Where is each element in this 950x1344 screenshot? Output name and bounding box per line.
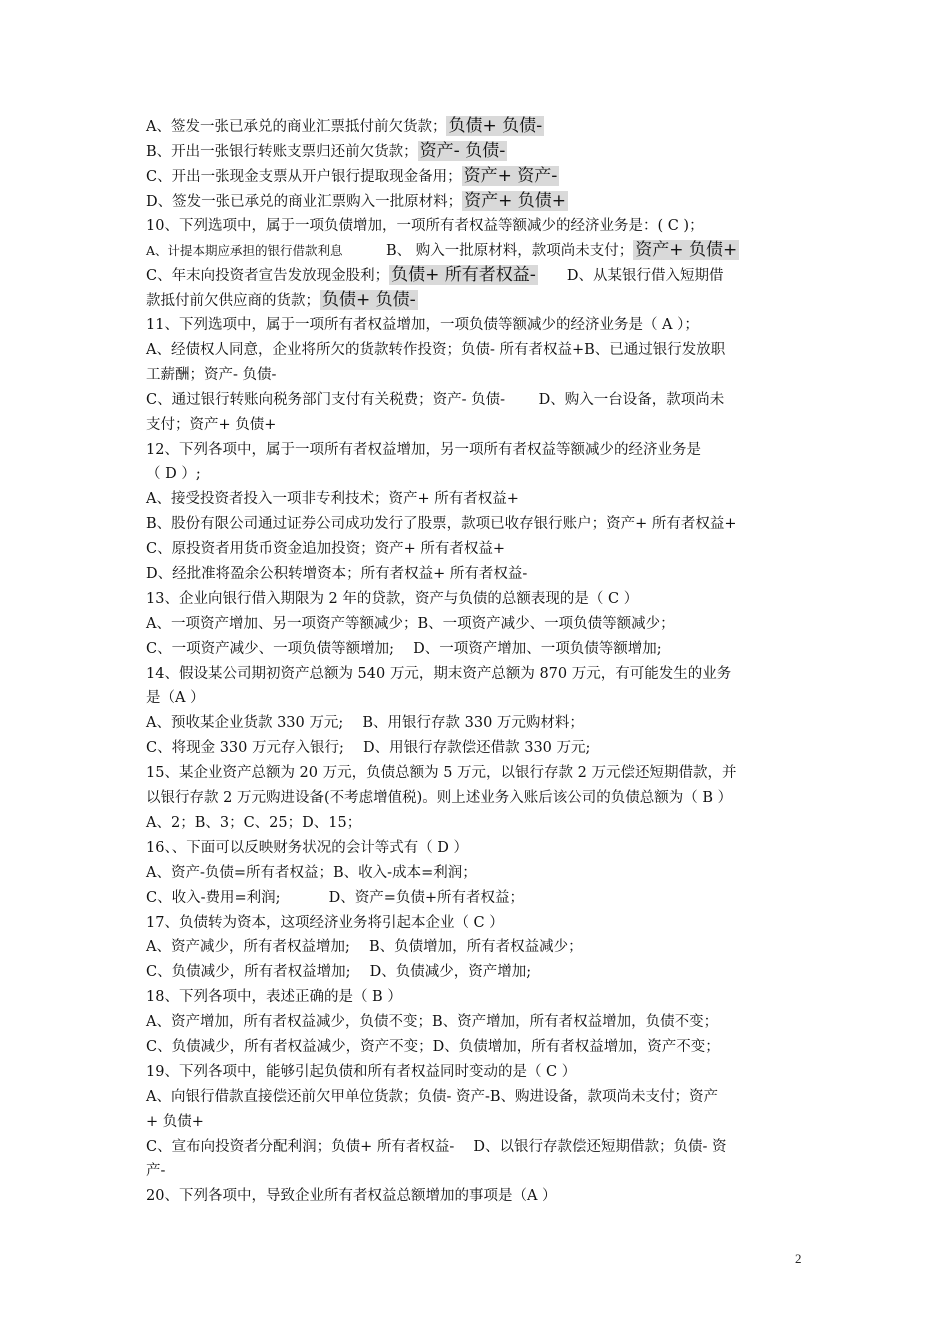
text-line: B、开出一张银行转账支票归还前欠货款； 资产- 负债- bbox=[146, 140, 506, 161]
question-18: 18、下列各项中，表述正确的是（ B ） bbox=[146, 989, 402, 1006]
text-line: A、2；B、3；C、25；D、15； bbox=[146, 814, 362, 831]
text-line: A、资产增加，所有者权益减少，负债不变；B、资产增加，所有者权益增加，负债不变； bbox=[146, 1014, 719, 1031]
text-line: C、原投资者用货币资金追加投资；资产+ 所有者权益+ bbox=[146, 541, 506, 558]
text-line: C、一项资产减少、一项负债等额增加; D、一项资产增加、一项负债等额增加; bbox=[146, 640, 662, 657]
question-15: 15、某企业资产总额为 20 万元，负债总额为 5 万元，以银行存款 2 万元偿还短期借款，并 bbox=[146, 765, 737, 782]
page-number: 2 bbox=[795, 1251, 802, 1266]
text-line: A、一项资产增加、另一项资产等额减少；B、一项资产减少、一项负债等额减少； bbox=[146, 615, 675, 632]
text-line: 工薪酬；资产- 负债- bbox=[146, 366, 277, 383]
highlighted-answer: 资产+ 负债+ bbox=[635, 240, 738, 261]
highlighted-answer: 资产+ 负债+ bbox=[464, 190, 567, 211]
question-19: 19、下列各项中，能够引起负债和所有者权益同时变动的是（ C ） bbox=[146, 1063, 577, 1080]
text-line: C、将现金 330 万元存入银行; D、用银行存款偿还借款 330 万元; bbox=[146, 740, 591, 757]
question-10: 10、下列选项中，属于一项负债增加，一项所有者权益等额减少的经济业务是：( C )； bbox=[146, 217, 704, 234]
question-20: 20、下列各项中，导致企业所有者权益总额增加的事项是（A ） bbox=[146, 1188, 557, 1205]
text-line: C、宣布向投资者分配利润；负债+ 所有者权益- D、以银行存款偿还短期借款；负债- 资 bbox=[146, 1138, 727, 1155]
highlighted-answer: 负债+ 负债- bbox=[322, 290, 416, 311]
question-12: 12、下列各项中，属于一项所有者权益增加，另一项所有者权益等额减少的经济业务是 bbox=[146, 441, 701, 458]
text-line: C、收入-费用=利润; D、资产=负债+所有者权益； bbox=[146, 889, 525, 906]
text-line: A、签发一张已承兑的商业汇票抵付前欠货款； 负债+ 负债- bbox=[146, 116, 543, 136]
document-body bbox=[146, 114, 811, 1209]
text-line: 是（A ） bbox=[146, 690, 205, 707]
text-line: A、接受投资者投入一项非专利技术；资产+ 所有者权益+ bbox=[146, 491, 519, 508]
text-line: C、年末向投资者宣告发放现金股利； 负债+ 所有者权益- D、从某银行借入短期借 bbox=[146, 265, 724, 286]
text-line: A、预收某企业货款 330 万元; B、用银行存款 330 万元购材料； bbox=[146, 715, 584, 732]
highlighted-answer: 负债+ 负债- bbox=[448, 116, 543, 136]
text-line: A、计提本期应承担的银行借款利息 B、 购入一批原材料，款项尚未支付； 资产+ 负债+ bbox=[146, 240, 738, 261]
text-line: C、开出一张现金支票从开户银行提取现金备用； 资产+ 资产- bbox=[146, 165, 558, 186]
highlighted-answer: 资产- 负债- bbox=[419, 140, 506, 161]
text-line: D、经批准将盈余公积转增资本；所有者权益+ 所有者权益- bbox=[146, 566, 528, 583]
highlighted-answer: 负债+ 所有者权益- bbox=[391, 265, 536, 286]
text-line: D、签发一张已承兑的商业汇票购入一批原材料； 资产+ 负债+ bbox=[146, 190, 567, 211]
question-16: 16、、下面可以反映财务状况的会计等式有（ D ） bbox=[146, 839, 469, 856]
text-line: A、向银行借款直接偿还前欠甲单位货款；负债- 资产-B、购进设备，款项尚未支付；资产 bbox=[146, 1088, 719, 1105]
text-line: A、资产-负债=所有者权益；B、收入-成本=利润； bbox=[146, 864, 477, 881]
text-line: C、负债减少，所有者权益增加; D、负债减少，资产增加; bbox=[146, 964, 532, 981]
question-14: 14、假设某公司期初资产总额为 540 万元，期末资产总额为 870 万元，有可能发生的业务 bbox=[146, 665, 732, 682]
text-line: 支付；资产+ 负债+ bbox=[146, 416, 277, 433]
text-line: C、负债减少，所有者权益减少，资产不变；D、负债增加，所有者权益增加，资产不变； bbox=[146, 1038, 720, 1055]
text-line: （ D ）; bbox=[146, 466, 201, 483]
question-13: 13、企业向银行借入期限为 2 年的贷款，资产与负债的总额表现的是（ C ） bbox=[146, 590, 639, 607]
text-line: A、资产减少，所有者权益增加; B、负债增加，所有者权益减少； bbox=[146, 939, 583, 956]
text-line: 产- bbox=[146, 1163, 166, 1180]
text-line: B、股份有限公司通过证券公司成功发行了股票，款项已收存银行账户；资产+ 所有者权益+ bbox=[146, 516, 737, 533]
text-line: C、通过银行转账向税务部门支付有关税费；资产- 负债- D、购入一台设备，款项尚未 bbox=[146, 391, 725, 408]
text-line: A、经债权人同意，企业将所欠的货款转作投资；负债- 所有者权益+B、已通过银行发放职 bbox=[146, 342, 726, 359]
question-11: 11、下列选项中，属于一项所有者权益增加，一项负债等额减少的经济业务是（ A ）； bbox=[146, 317, 699, 334]
highlighted-answer: 资产+ 资产- bbox=[463, 165, 558, 186]
question-17: 17、负债转为资本，这项经济业务将引起本企业（ C ） bbox=[146, 914, 504, 931]
text-line: 以银行存款 2 万元购进设备(不考虑增值税)。则上述业务入账后该公司的负债总额为（ B ） bbox=[146, 790, 733, 807]
text-line: + 负债+ bbox=[146, 1113, 204, 1130]
text-line: 款抵付前欠供应商的货款； 负债+ 负债- bbox=[146, 290, 416, 311]
